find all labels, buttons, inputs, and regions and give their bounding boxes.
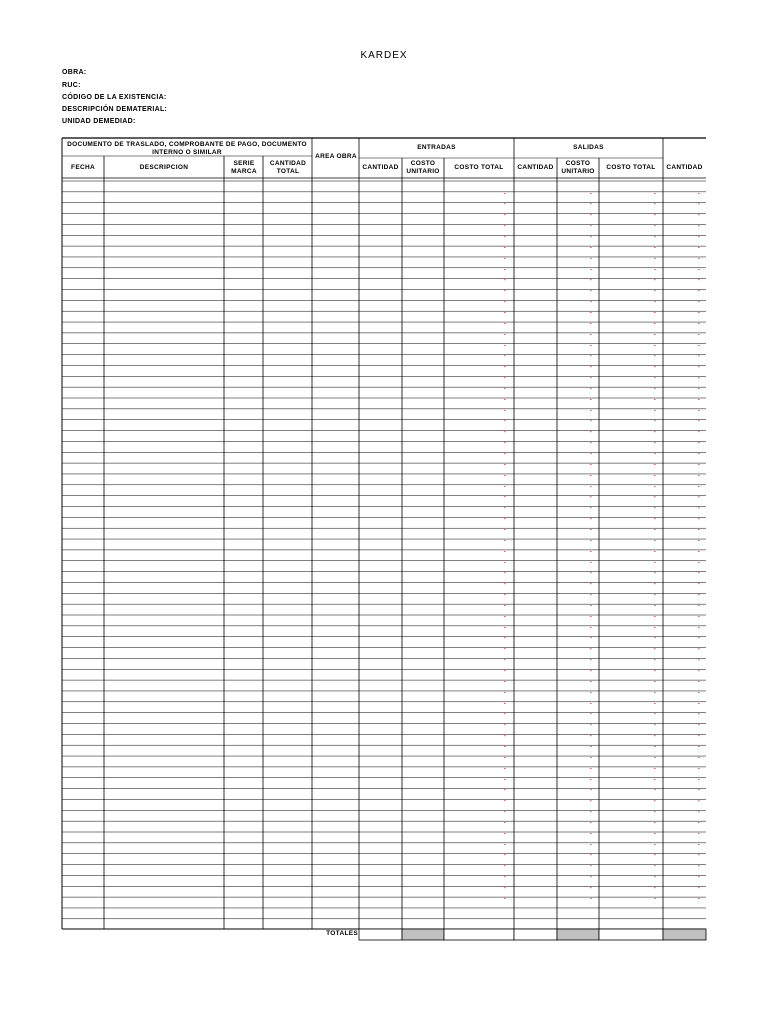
salidas-costo-total-header: COSTO TOTAL — [606, 164, 656, 171]
dash-cell: - — [653, 656, 656, 664]
dash-cell: - — [589, 624, 592, 632]
dash-cell: - — [503, 635, 506, 643]
documento-header: DOCUMENTO DE TRASLADO, COMPROBANTE DE PAGO, DOCUMENTO INTERNO O SIMILAR — [67, 141, 307, 156]
dash-cell: - — [653, 505, 656, 512]
dash-cell: - — [503, 190, 506, 198]
dash-cell: - — [653, 526, 656, 534]
codigo-label: CÓDIGO DE LA EXISTENCIA: — [62, 94, 167, 101]
dash-cell: - — [653, 439, 656, 447]
dash-cell: - — [589, 288, 592, 295]
dash-cell: - — [589, 602, 592, 610]
dash-cell: - — [697, 288, 700, 295]
dash-cell: - — [697, 884, 700, 892]
dash-cell: - — [503, 450, 506, 458]
dash-cell: - — [503, 667, 506, 675]
dash-cell: - — [653, 255, 656, 263]
dash-cell: - — [503, 266, 506, 274]
dash-cell: - — [589, 298, 592, 306]
dash-cell: - — [503, 374, 506, 382]
dash-cell: - — [503, 743, 506, 751]
dash-cell: - — [503, 505, 506, 512]
dash-cell: - — [697, 190, 700, 198]
dash-cell: - — [697, 461, 700, 469]
dash-cell: - — [653, 190, 656, 198]
dash-cell: - — [653, 754, 656, 762]
totals-cell — [557, 929, 599, 940]
area-obra-header: AREA OBRA — [315, 153, 357, 160]
dash-cell: - — [697, 624, 700, 632]
dash-cell: - — [589, 222, 592, 230]
dash-cell: - — [653, 830, 656, 838]
dash-cell: - — [697, 873, 700, 881]
dash-cell: - — [503, 830, 506, 838]
salidas-header: SALIDAS — [573, 144, 604, 151]
dash-cell: - — [653, 776, 656, 784]
dash-cell: - — [697, 787, 700, 795]
dash-cell: - — [653, 331, 656, 339]
dash-cell: - — [653, 602, 656, 610]
dash-cell: - — [589, 646, 592, 654]
dash-cell: - — [653, 385, 656, 393]
dash-cell: - — [503, 602, 506, 610]
dash-cell: - — [653, 884, 656, 892]
dash-cell: - — [589, 689, 592, 697]
dash-cell: - — [589, 863, 592, 871]
dash-cell: - — [653, 407, 656, 415]
entradas-costo-total-header: COSTO TOTAL — [454, 164, 504, 171]
dash-cell: - — [503, 255, 506, 263]
dash-cell: - — [589, 537, 592, 545]
dash-cell: - — [503, 526, 506, 534]
dash-cell: - — [503, 461, 506, 469]
dash-cell: - — [653, 819, 656, 827]
dash-cell: - — [503, 884, 506, 892]
dash-cell: - — [653, 342, 656, 350]
dash-cell: - — [589, 787, 592, 795]
dash-cell: - — [589, 526, 592, 534]
dash-cell: - — [697, 222, 700, 230]
dash-cell: - — [589, 385, 592, 393]
dash-cell: - — [697, 722, 700, 729]
dash-cell: - — [503, 559, 506, 567]
dash-cell: - — [589, 320, 592, 328]
dash-cell: - — [697, 320, 700, 328]
dash-cell: - — [653, 548, 656, 556]
dash-cell: - — [503, 483, 506, 491]
dash-cell: - — [653, 353, 656, 361]
dash-cell: - — [589, 635, 592, 643]
dash-cell: - — [589, 711, 592, 719]
dash-cell: - — [589, 570, 592, 578]
dash-cell: - — [697, 613, 700, 621]
dash-cell: - — [653, 743, 656, 751]
dash-cell: - — [653, 591, 656, 599]
totales-label: TOTALES — [326, 930, 358, 937]
totals-cell — [444, 929, 514, 940]
totals-cell — [402, 929, 444, 940]
dash-cell: - — [503, 212, 506, 220]
dash-cell: - — [589, 700, 592, 708]
dash-cell: - — [653, 363, 656, 371]
dash-cell: - — [697, 602, 700, 610]
totals-cell — [663, 929, 706, 940]
dash-cell: - — [697, 537, 700, 545]
dash-cell: - — [589, 841, 592, 849]
dash-cell: - — [697, 429, 700, 437]
dash-cell: - — [653, 244, 656, 252]
dash-cell: - — [503, 873, 506, 881]
dash-cell: - — [653, 787, 656, 795]
dash-cell: - — [503, 353, 506, 361]
dash-cell: - — [697, 743, 700, 751]
dash-cell: - — [503, 233, 506, 241]
dash-cell: - — [589, 559, 592, 567]
dash-cell: - — [653, 841, 656, 849]
dash-cell: - — [697, 342, 700, 350]
dash-cell: - — [697, 374, 700, 382]
dash-cell: - — [589, 342, 592, 350]
dash-cell: - — [503, 656, 506, 664]
dash-cell: - — [589, 808, 592, 816]
dash-cell: - — [653, 808, 656, 816]
descripcion-header: DESCRIPCION — [139, 164, 189, 171]
saldo-cantidad-header: CANTIDAD — [666, 164, 703, 171]
dash-cell: - — [589, 461, 592, 469]
dash-cell: - — [503, 722, 506, 729]
dash-cell: - — [697, 559, 700, 567]
dash-cell: - — [697, 667, 700, 675]
dash-cell: - — [697, 646, 700, 654]
dash-cell: - — [653, 537, 656, 545]
dash-cell: - — [503, 580, 506, 588]
dash-cell: - — [589, 830, 592, 838]
dash-cell: - — [589, 212, 592, 220]
dash-cell: - — [589, 895, 592, 903]
fecha-header: FECHA — [71, 164, 95, 171]
totals-cell — [514, 929, 557, 940]
dash-cell: - — [653, 863, 656, 871]
dash-cell: - — [653, 559, 656, 567]
dash-cell: - — [589, 852, 592, 860]
dash-cell: - — [503, 222, 506, 230]
dash-cell: - — [697, 797, 700, 805]
dash-cell: - — [503, 244, 506, 252]
dash-cell: - — [697, 570, 700, 578]
dash-cell: - — [503, 439, 506, 447]
dash-cell: - — [697, 852, 700, 860]
kardex-title: KARDEX — [360, 50, 408, 61]
dash-cell: - — [653, 711, 656, 719]
dash-cell: - — [697, 515, 700, 523]
dash-cell: - — [503, 787, 506, 795]
dash-cell: - — [697, 439, 700, 447]
dash-cell: - — [697, 363, 700, 371]
dash-cell: - — [503, 852, 506, 860]
dash-cell: - — [653, 797, 656, 805]
unidad-label: UNIDAD DEMEDIAD: — [62, 118, 136, 125]
dash-cell: - — [697, 505, 700, 512]
dash-cell: - — [589, 505, 592, 512]
totals-cell — [599, 929, 663, 940]
dash-cell: - — [653, 429, 656, 437]
dash-cell: - — [653, 309, 656, 317]
dash-cell: - — [697, 277, 700, 285]
dash-cell: - — [589, 418, 592, 426]
dash-cell: - — [589, 266, 592, 274]
dash-cell: - — [653, 667, 656, 675]
dash-cell: - — [503, 776, 506, 784]
dash-cell: - — [503, 407, 506, 415]
dash-cell: - — [653, 396, 656, 404]
dash-cell: - — [697, 732, 700, 740]
dash-cell: - — [589, 201, 592, 209]
dash-cell: - — [653, 320, 656, 328]
dash-cell: - — [697, 863, 700, 871]
entradas-costo-unitario-header: COSTO UNITARIO — [406, 160, 440, 175]
dash-cell: - — [589, 309, 592, 317]
dash-cell: - — [589, 255, 592, 263]
dash-cell: - — [653, 222, 656, 230]
dash-cell: - — [503, 472, 506, 480]
dash-cell: - — [697, 233, 700, 241]
dash-cell: - — [697, 450, 700, 458]
dash-cell: - — [503, 320, 506, 328]
ruc-label: RUC: — [62, 82, 81, 89]
dash-cell: - — [589, 884, 592, 892]
dash-cell: - — [503, 309, 506, 317]
dash-cell: - — [589, 722, 592, 729]
dash-cell: - — [653, 288, 656, 295]
dash-cell: - — [589, 363, 592, 371]
dash-cell: - — [697, 472, 700, 480]
dash-cell: - — [697, 635, 700, 643]
dash-cell: - — [697, 483, 700, 491]
dash-cell: - — [697, 548, 700, 556]
dash-cell: - — [697, 407, 700, 415]
dash-cell: - — [503, 678, 506, 686]
dash-cell: - — [697, 711, 700, 719]
dash-cell: - — [697, 656, 700, 664]
dash-cell: - — [503, 819, 506, 827]
dash-cell: - — [589, 591, 592, 599]
dash-cell: - — [589, 515, 592, 523]
dash-cell: - — [503, 646, 506, 654]
dash-cell: - — [589, 776, 592, 784]
dash-cell: - — [653, 515, 656, 523]
dash-cell: - — [503, 711, 506, 719]
dash-cell: - — [697, 765, 700, 773]
dash-cell: - — [589, 190, 592, 198]
dash-cell: - — [697, 526, 700, 534]
descripcion-material-label: DESCRIPCIÓN DEMATERIAL: — [62, 106, 168, 113]
dash-cell: - — [697, 776, 700, 784]
dash-cell: - — [697, 678, 700, 686]
dash-cell: - — [503, 754, 506, 762]
dash-cell: - — [503, 808, 506, 816]
dash-cell: - — [503, 689, 506, 697]
dash-cell: - — [653, 624, 656, 632]
dash-cell: - — [697, 895, 700, 903]
dash-cell: - — [653, 635, 656, 643]
dash-cell: - — [503, 765, 506, 773]
dash-cell: - — [653, 450, 656, 458]
dash-cell: - — [503, 797, 506, 805]
dash-cell: - — [697, 754, 700, 762]
dash-cell: - — [589, 667, 592, 675]
dash-cell: - — [697, 830, 700, 838]
dash-cell: - — [503, 396, 506, 404]
dash-cell: - — [503, 342, 506, 350]
dash-cell: - — [589, 548, 592, 556]
dash-cell: - — [697, 808, 700, 816]
dash-cell: - — [589, 407, 592, 415]
dash-cell: - — [653, 233, 656, 241]
entradas-header: ENTRADAS — [417, 144, 456, 151]
dash-cell: - — [653, 483, 656, 491]
dash-cell: - — [653, 418, 656, 426]
dash-cell: - — [503, 494, 506, 502]
dash-cell: - — [589, 873, 592, 881]
salidas-cantidad-header: CANTIDAD — [517, 164, 554, 171]
dash-cell: - — [503, 863, 506, 871]
dash-cell: - — [589, 277, 592, 285]
dash-cell: - — [503, 570, 506, 578]
salidas-costo-unitario-header: COSTO UNITARIO — [561, 160, 595, 175]
dash-cell: - — [697, 580, 700, 588]
dash-cell: - — [653, 613, 656, 621]
dash-cell: - — [589, 353, 592, 361]
dash-cell: - — [697, 494, 700, 502]
dash-cell: - — [589, 613, 592, 621]
dash-cell: - — [503, 418, 506, 426]
dash-cell: - — [589, 429, 592, 437]
dash-cell: - — [653, 678, 656, 686]
dash-cell: - — [589, 472, 592, 480]
dash-cell: - — [653, 212, 656, 220]
dash-cell: - — [697, 244, 700, 252]
dash-cell: - — [503, 201, 506, 209]
dash-cell: - — [697, 298, 700, 306]
dash-cell: - — [503, 591, 506, 599]
dash-cell: - — [503, 331, 506, 339]
dash-cell: - — [653, 472, 656, 480]
dash-cell: - — [697, 201, 700, 209]
entradas-cantidad-header: CANTIDAD — [362, 164, 399, 171]
dash-cell: - — [589, 450, 592, 458]
dash-cell: - — [589, 797, 592, 805]
dash-cell: - — [653, 494, 656, 502]
dash-cell: - — [697, 385, 700, 393]
dash-cell: - — [697, 309, 700, 317]
dash-cell: - — [589, 396, 592, 404]
dash-cell: - — [697, 396, 700, 404]
dash-cell: - — [697, 255, 700, 263]
dash-cell: - — [653, 298, 656, 306]
dash-cell: - — [503, 537, 506, 545]
dash-cell: - — [653, 201, 656, 209]
dash-cell: - — [653, 266, 656, 274]
dash-cell: - — [503, 277, 506, 285]
dash-cell: - — [589, 374, 592, 382]
dash-cell: - — [589, 678, 592, 686]
dash-cell: - — [697, 353, 700, 361]
dash-cell: - — [697, 689, 700, 697]
dash-cell: - — [503, 363, 506, 371]
dash-cell: - — [589, 743, 592, 751]
dash-cell: - — [697, 331, 700, 339]
dash-cell: - — [503, 298, 506, 306]
dash-cell: - — [503, 515, 506, 523]
dash-cell: - — [589, 331, 592, 339]
dash-cell: - — [589, 819, 592, 827]
dash-cell: - — [653, 580, 656, 588]
dash-cell: - — [697, 700, 700, 708]
obra-label: OBRA: — [62, 69, 87, 76]
dash-cell: - — [503, 841, 506, 849]
dash-cell: - — [697, 841, 700, 849]
dash-cell: - — [653, 732, 656, 740]
dash-cell: - — [653, 873, 656, 881]
dash-cell: - — [503, 429, 506, 437]
dash-cell: - — [589, 656, 592, 664]
dash-cell: - — [653, 722, 656, 729]
dash-cell: - — [653, 277, 656, 285]
serie-marca-header: SERIE MARCA — [231, 160, 257, 175]
dash-cell: - — [503, 732, 506, 740]
dash-cell: - — [653, 374, 656, 382]
dash-cell: - — [589, 483, 592, 491]
dash-cell: - — [589, 439, 592, 447]
dash-cell: - — [697, 591, 700, 599]
dash-cell: - — [697, 266, 700, 274]
dash-cell: - — [653, 570, 656, 578]
dash-cell: - — [653, 461, 656, 469]
totals-cell — [359, 929, 402, 940]
dash-cell: - — [503, 613, 506, 621]
dash-cell: - — [653, 765, 656, 773]
dash-cell: - — [589, 580, 592, 588]
dash-cell: - — [503, 624, 506, 632]
dash-cell: - — [503, 700, 506, 708]
dash-cell: - — [589, 494, 592, 502]
dash-cell: - — [503, 288, 506, 295]
dash-cell: - — [653, 895, 656, 903]
dash-cell: - — [589, 732, 592, 740]
dash-cell: - — [697, 418, 700, 426]
dash-cell: - — [589, 754, 592, 762]
dash-cell: - — [503, 548, 506, 556]
dash-cell: - — [503, 895, 506, 903]
dash-cell: - — [653, 700, 656, 708]
dash-cell: - — [589, 765, 592, 773]
dash-cell: - — [653, 852, 656, 860]
cantidad-total-header: CANTIDAD TOTAL — [269, 160, 307, 175]
dash-cell: - — [653, 646, 656, 654]
dash-cell: - — [589, 244, 592, 252]
dash-cell: - — [589, 233, 592, 241]
dash-cell: - — [653, 689, 656, 697]
dash-cell: - — [697, 819, 700, 827]
dash-cell: - — [503, 385, 506, 393]
dash-cell: - — [697, 212, 700, 220]
